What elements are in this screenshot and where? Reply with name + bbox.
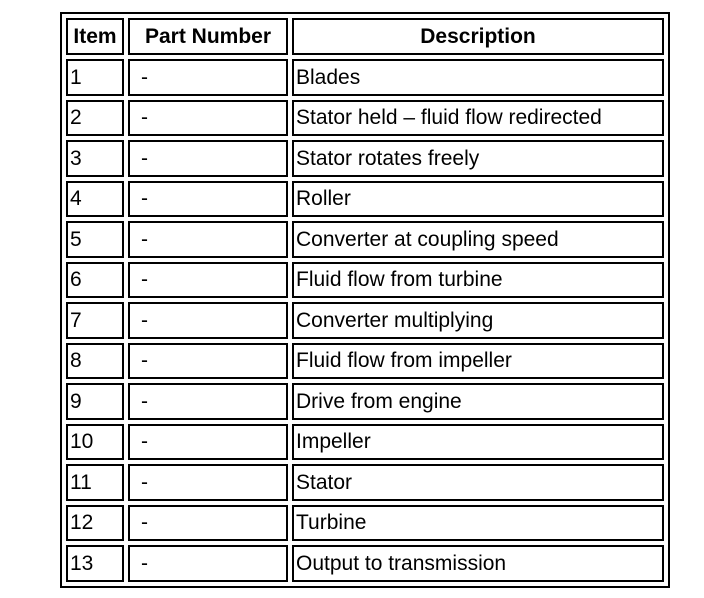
table-body bbox=[66, 59, 664, 582]
table-row bbox=[66, 383, 664, 420]
cell-item: 5 bbox=[66, 221, 124, 258]
cell-item: 9 bbox=[66, 383, 124, 420]
cell-description: Stator held – fluid flow redirected bbox=[292, 100, 664, 137]
cell-part-number: - bbox=[128, 59, 288, 96]
header-row bbox=[66, 18, 664, 55]
table-row bbox=[66, 140, 664, 177]
cell-part-number: - bbox=[128, 140, 288, 177]
cell-description: Converter multiplying bbox=[292, 302, 664, 339]
table-row bbox=[66, 100, 664, 137]
table-row bbox=[66, 505, 664, 542]
header-description: Description bbox=[292, 18, 664, 55]
cell-description: Fluid flow from turbine bbox=[292, 262, 664, 299]
cell-item: 8 bbox=[66, 343, 124, 380]
cell-description: Stator bbox=[292, 464, 664, 501]
cell-description: Impeller bbox=[292, 424, 664, 461]
header-part-number: Part Number bbox=[128, 18, 288, 55]
cell-description: Output to transmission bbox=[292, 545, 664, 582]
cell-item: 12 bbox=[66, 505, 124, 542]
cell-part-number: - bbox=[128, 302, 288, 339]
header-item: Item bbox=[66, 18, 124, 55]
table-row bbox=[66, 221, 664, 258]
table-row bbox=[66, 343, 664, 380]
cell-description: Blades bbox=[292, 59, 664, 96]
cell-item: 1 bbox=[66, 59, 124, 96]
cell-description: Fluid flow from impeller bbox=[292, 343, 664, 380]
cell-item: 10 bbox=[66, 424, 124, 461]
cell-description: Stator rotates freely bbox=[292, 140, 664, 177]
cell-item: 3 bbox=[66, 140, 124, 177]
cell-item: 2 bbox=[66, 100, 124, 137]
cell-part-number: - bbox=[128, 505, 288, 542]
cell-item: 13 bbox=[66, 545, 124, 582]
table-row bbox=[66, 181, 664, 218]
cell-item: 7 bbox=[66, 302, 124, 339]
cell-description: Drive from engine bbox=[292, 383, 664, 420]
cell-description: Roller bbox=[292, 181, 664, 218]
cell-part-number: - bbox=[128, 464, 288, 501]
cell-part-number: - bbox=[128, 181, 288, 218]
cell-item: 11 bbox=[66, 464, 124, 501]
cell-part-number: - bbox=[128, 100, 288, 137]
cell-part-number: - bbox=[128, 262, 288, 299]
cell-description: Converter at coupling speed bbox=[292, 221, 664, 258]
cell-item: 6 bbox=[66, 262, 124, 299]
table-row bbox=[66, 302, 664, 339]
parts-table bbox=[60, 12, 670, 588]
table-row bbox=[66, 424, 664, 461]
cell-part-number: - bbox=[128, 383, 288, 420]
table-header bbox=[66, 18, 664, 55]
cell-part-number: - bbox=[128, 424, 288, 461]
table-row bbox=[66, 464, 664, 501]
table-row bbox=[66, 262, 664, 299]
cell-part-number: - bbox=[128, 343, 288, 380]
cell-item: 4 bbox=[66, 181, 124, 218]
cell-description: Turbine bbox=[292, 505, 664, 542]
table-row bbox=[66, 59, 664, 96]
cell-part-number: - bbox=[128, 545, 288, 582]
table-row bbox=[66, 545, 664, 582]
cell-part-number: - bbox=[128, 221, 288, 258]
